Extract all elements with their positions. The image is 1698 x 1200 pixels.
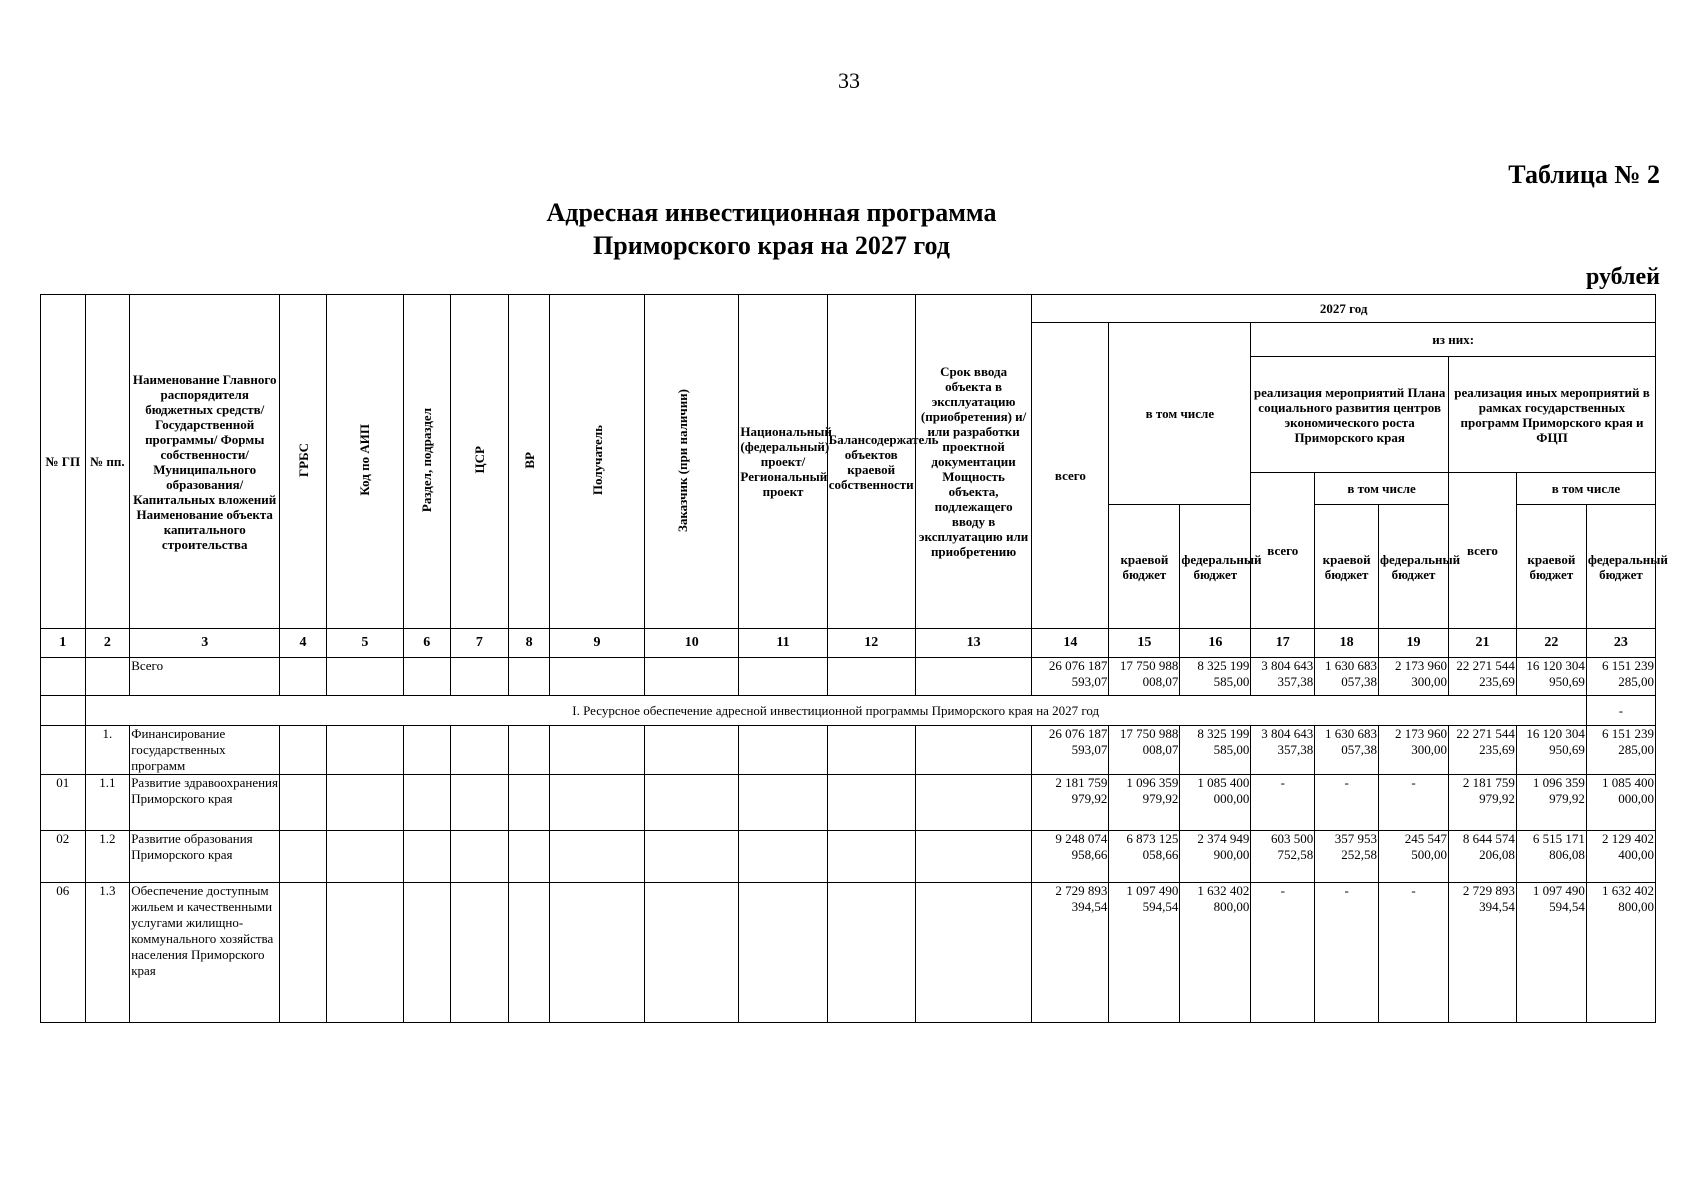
column-number: 17 <box>1251 629 1315 658</box>
title-line-1: Адресная инвестиционная программа <box>546 198 997 227</box>
cell-empty <box>827 775 915 831</box>
cell-empty <box>280 775 327 831</box>
column-number: 19 <box>1379 629 1449 658</box>
cell-empty <box>739 883 827 1023</box>
page-number: 33 <box>838 68 860 93</box>
header-plan-vsego: всего <box>1251 473 1315 629</box>
cell-empty <box>403 775 450 831</box>
header-v-tom-chisle: в том числе <box>1109 323 1251 505</box>
cell-pp <box>85 658 130 696</box>
cell-amount: 1 632 402 800,00 <box>1586 883 1655 1023</box>
cell-amount: 2 729 893 394,54 <box>1448 883 1516 1023</box>
column-number: 9 <box>549 629 644 658</box>
header-inye: реализация иных мероприятий в рамках государственных программ Приморского края и ФЦП <box>1448 357 1655 473</box>
cell-amount: 6 151 239 285,00 <box>1586 658 1655 696</box>
cell-empty <box>326 883 403 1023</box>
cell-gp <box>41 726 86 775</box>
cell-empty <box>739 775 827 831</box>
cell-amount: 603 500 752,58 <box>1251 831 1315 883</box>
cell-amount: 2 181 759 979,92 <box>1448 775 1516 831</box>
column-number: 1 <box>41 629 86 658</box>
cell-empty <box>645 775 739 831</box>
cell-amount: 1 630 683 057,38 <box>1315 658 1379 696</box>
column-number: 11 <box>739 629 827 658</box>
cell-amount: - <box>1315 775 1379 831</box>
cell-amount: 22 271 544 235,69 <box>1448 658 1516 696</box>
cell-amount: 8 644 574 206,08 <box>1448 831 1516 883</box>
header-plan-federal: федеральный бюджет <box>1379 505 1449 629</box>
header-inye-vsego: всего <box>1448 473 1516 629</box>
cell-empty <box>450 726 509 775</box>
cell-amount: 2 729 893 394,54 <box>1032 883 1109 1023</box>
cell-empty <box>915 883 1032 1023</box>
header-grbs: ГРБС <box>280 295 327 629</box>
cell-amount: 9 248 074 958,66 <box>1032 831 1109 883</box>
table-row <box>41 726 1656 775</box>
header-plan-v-tom-chisle: в том числе <box>1315 473 1449 505</box>
cell-gp: 01 <box>41 775 86 831</box>
column-number: 14 <box>1032 629 1109 658</box>
cell-amount: 1 630 683 057,38 <box>1315 726 1379 775</box>
cell-empty <box>280 726 327 775</box>
cell-empty <box>403 726 450 775</box>
cell-empty <box>739 726 827 775</box>
column-number: 6 <box>403 629 450 658</box>
column-number: 4 <box>280 629 327 658</box>
cell-empty <box>645 883 739 1023</box>
cell-empty <box>645 831 739 883</box>
header-zakazchik: Заказчик (при наличии) <box>645 295 739 629</box>
column-number: 10 <box>645 629 739 658</box>
column-number: 21 <box>1448 629 1516 658</box>
units-label: рублей <box>1585 264 1660 290</box>
column-number: 2 <box>85 629 130 658</box>
cell-empty <box>450 775 509 831</box>
cell-name: Развитие здравоохранения Приморского края <box>130 775 280 831</box>
cell-empty <box>915 658 1032 696</box>
table-row <box>41 883 1656 1023</box>
cell-amount: 26 076 187 593,07 <box>1032 658 1109 696</box>
cell-empty <box>549 775 644 831</box>
header-kraevoy: краевой бюджет <box>1109 505 1180 629</box>
column-number: 5 <box>326 629 403 658</box>
cell-amount: 2 173 960 300,00 <box>1379 726 1449 775</box>
header-nac-proekt: Национальный (федеральный) проект/ Региональный проект <box>739 295 827 629</box>
column-number: 18 <box>1315 629 1379 658</box>
cell-amount: 6 151 239 285,00 <box>1586 726 1655 775</box>
cell-name: Финансирование государственных программ <box>130 726 280 775</box>
cell-empty <box>549 883 644 1023</box>
header-pp: № пп. <box>85 295 130 629</box>
column-number: 3 <box>130 629 280 658</box>
cell-amount: 17 750 988 008,07 <box>1109 658 1180 696</box>
cell-empty <box>509 831 550 883</box>
cell-amount: 1 097 490 594,54 <box>1516 883 1586 1023</box>
column-number: 13 <box>915 629 1032 658</box>
cell-empty <box>450 883 509 1023</box>
cell-empty <box>827 658 915 696</box>
cell-empty <box>915 775 1032 831</box>
cell-empty <box>509 726 550 775</box>
investment-table <box>40 294 1668 1023</box>
cell-empty <box>915 831 1032 883</box>
cell-amount: 8 325 199 585,00 <box>1180 658 1251 696</box>
table-row <box>41 775 1656 831</box>
cell-empty <box>549 726 644 775</box>
cell-name: Обеспечение доступным жильем и качественными услугами жилищно-коммунального хозяйства населения Приморского края <box>130 883 280 1023</box>
table-label: Таблица № 2 <box>1508 160 1660 189</box>
cell-empty <box>450 658 509 696</box>
cell-empty <box>549 831 644 883</box>
cell-empty <box>645 658 739 696</box>
cell-empty <box>403 831 450 883</box>
cell-gp: 02 <box>41 831 86 883</box>
cell-amount: - <box>1251 883 1315 1023</box>
header-balansoderzhatel: Балансодержатель объектов краевой собственности <box>827 295 915 629</box>
header-kod-aip: Код по АИП <box>326 295 403 629</box>
header-inye-v-tom-chisle: в том числе <box>1516 473 1655 505</box>
cell-empty <box>827 726 915 775</box>
cell-amount: 6 515 171 806,08 <box>1516 831 1586 883</box>
cell-amount: 8 325 199 585,00 <box>1180 726 1251 775</box>
cell-empty <box>739 658 827 696</box>
cell-pp: 1.1 <box>85 775 130 831</box>
cell-empty <box>326 775 403 831</box>
header-iz-nih: из них: <box>1251 323 1656 357</box>
section-title: I. Ресурсное обеспечение адресной инвестиционной программы Приморского края на 2027 год <box>85 696 1586 726</box>
header-razdel: Раздел, подраздел <box>403 295 450 629</box>
header-srok: Срок ввода объекта в эксплуатацию (приобретения) и/или разработки проектной документации Мощность объекта, подлежащего вводу в эксплуатацию или приобретению <box>915 295 1032 629</box>
cell-empty <box>915 726 1032 775</box>
cell-empty <box>827 831 915 883</box>
cell-empty <box>739 831 827 883</box>
header-year: 2027 год <box>1032 295 1656 323</box>
cell-amount: 6 873 125 058,66 <box>1109 831 1180 883</box>
cell-name: Развитие образования Приморского края <box>130 831 280 883</box>
cell-amount: 1 085 400 000,00 <box>1586 775 1655 831</box>
column-numbers-row <box>41 629 1656 658</box>
page-title <box>0 196 1698 262</box>
header-gp: № ГП <box>41 295 86 629</box>
header-vsego: всего <box>1032 323 1109 629</box>
cell-empty <box>280 883 327 1023</box>
cell-amount: 26 076 187 593,07 <box>1032 726 1109 775</box>
column-number: 22 <box>1516 629 1586 658</box>
section-spacer <box>41 696 86 726</box>
column-number: 7 <box>450 629 509 658</box>
cell-amount: 1 632 402 800,00 <box>1180 883 1251 1023</box>
cell-amount: - <box>1251 775 1315 831</box>
cell-amount: 1 085 400 000,00 <box>1180 775 1251 831</box>
table-row <box>41 658 1656 696</box>
cell-amount: - <box>1379 883 1449 1023</box>
cell-pp: 1.3 <box>85 883 130 1023</box>
section-dash: - <box>1586 696 1655 726</box>
cell-empty <box>450 831 509 883</box>
cell-amount: 245 547 500,00 <box>1379 831 1449 883</box>
cell-amount: 16 120 304 950,69 <box>1516 726 1586 775</box>
cell-empty <box>549 658 644 696</box>
cell-name: Всего <box>130 658 280 696</box>
cell-empty <box>326 726 403 775</box>
cell-amount: 357 953 252,58 <box>1315 831 1379 883</box>
cell-empty <box>509 883 550 1023</box>
cell-amount: 2 181 759 979,92 <box>1032 775 1109 831</box>
cell-empty <box>403 658 450 696</box>
cell-empty <box>509 658 550 696</box>
cell-amount: 22 271 544 235,69 <box>1448 726 1516 775</box>
cell-empty <box>280 831 327 883</box>
header-name: Наименование Главного распорядителя бюджетных средств/Государственной программы/ Формы собственности/Муниципального образования/Капитальных вложений Наименование объекта капитального строительства <box>130 295 280 629</box>
column-number: 23 <box>1586 629 1655 658</box>
cell-empty <box>326 831 403 883</box>
cell-empty <box>827 883 915 1023</box>
cell-amount: - <box>1315 883 1379 1023</box>
cell-amount: 17 750 988 008,07 <box>1109 726 1180 775</box>
cell-pp: 1. <box>85 726 130 775</box>
cell-empty <box>326 658 403 696</box>
cell-amount: - <box>1379 775 1449 831</box>
table-row <box>41 831 1656 883</box>
cell-amount: 1 097 490 594,54 <box>1109 883 1180 1023</box>
section-row <box>41 696 1656 726</box>
cell-empty <box>280 658 327 696</box>
header-federal: федеральный бюджет <box>1180 505 1251 629</box>
column-number: 8 <box>509 629 550 658</box>
cell-amount: 1 096 359 979,92 <box>1516 775 1586 831</box>
header-inye-kraevoy: краевой бюджет <box>1516 505 1586 629</box>
cell-amount: 3 804 643 357,38 <box>1251 726 1315 775</box>
cell-gp <box>41 658 86 696</box>
cell-empty <box>403 883 450 1023</box>
header-plan-social: реализация мероприятий Плана социального развития центров экономического роста Приморского края <box>1251 357 1449 473</box>
column-number: 15 <box>1109 629 1180 658</box>
cell-gp: 06 <box>41 883 86 1023</box>
title-line-2: Приморского края на 2027 год <box>593 231 950 260</box>
table-body <box>41 629 1656 1023</box>
column-number: 12 <box>827 629 915 658</box>
cell-amount: 2 374 949 900,00 <box>1180 831 1251 883</box>
cell-amount: 3 804 643 357,38 <box>1251 658 1315 696</box>
cell-pp: 1.2 <box>85 831 130 883</box>
header-csr: ЦСР <box>450 295 509 629</box>
cell-empty <box>509 775 550 831</box>
column-number: 16 <box>1180 629 1251 658</box>
cell-amount: 2 129 402 400,00 <box>1586 831 1655 883</box>
cell-amount: 16 120 304 950,69 <box>1516 658 1586 696</box>
header-plan-kraevoy: краевой бюджет <box>1315 505 1379 629</box>
cell-amount: 2 173 960 300,00 <box>1379 658 1449 696</box>
cell-empty <box>645 726 739 775</box>
header-vr: ВР <box>509 295 550 629</box>
cell-amount: 1 096 359 979,92 <box>1109 775 1180 831</box>
header-inye-federal: федеральный бюджет <box>1586 505 1655 629</box>
header-poluchatel: Получатель <box>549 295 644 629</box>
